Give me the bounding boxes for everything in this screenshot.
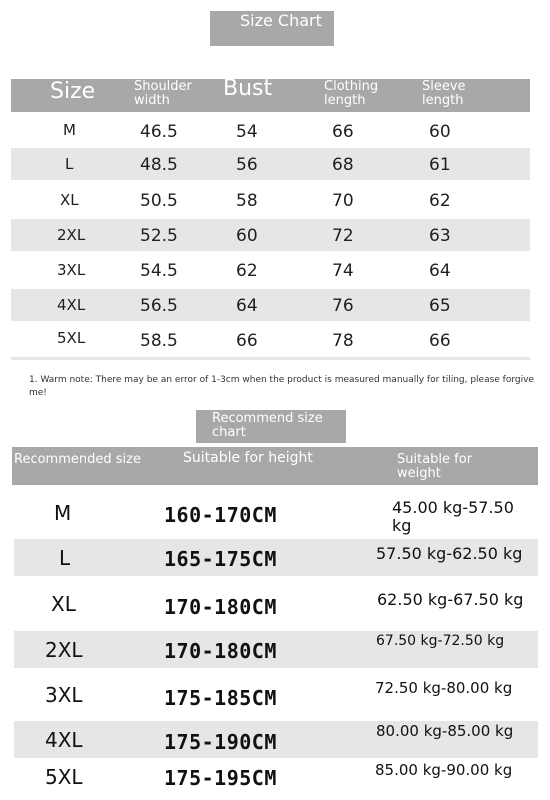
- rec-weight: 45.00 kg-57.50 kg: [392, 498, 514, 535]
- cell-sleeve: 62: [429, 191, 451, 211]
- recommend-row: [14, 721, 538, 758]
- header-shoulder-width: Shoulder width: [134, 79, 192, 108]
- cell-bust: 56: [236, 155, 258, 175]
- rec-size: 2XL: [45, 638, 83, 662]
- rec-size: L: [59, 546, 71, 570]
- cell-bust: 66: [236, 331, 258, 351]
- rec-weight: 85.00 kg-90.00 kg: [375, 761, 513, 779]
- cell-bust: 58: [236, 191, 258, 211]
- cell-bust: 54: [236, 122, 258, 142]
- header-height: Suitable for height: [183, 450, 313, 466]
- cell-length: 78: [332, 331, 354, 351]
- size-row: [11, 219, 530, 251]
- size-row: [11, 289, 530, 321]
- rec-weight: 62.50 kg-67.50 kg: [377, 590, 524, 609]
- cell-bust: 64: [236, 296, 258, 316]
- cell-sleeve: 63: [429, 226, 451, 246]
- cell-length: 70: [332, 191, 354, 211]
- header-size: Size: [50, 79, 96, 104]
- rec-size: M: [54, 501, 72, 525]
- cell-length: 72: [332, 226, 354, 246]
- rec-weight: 57.50 kg-62.50 kg: [376, 544, 523, 563]
- cell-shoulder: 56.5: [140, 296, 178, 316]
- recommend-row: [14, 676, 538, 713]
- rec-height: 160-170CM: [164, 503, 277, 527]
- cell-length: 68: [332, 155, 354, 175]
- header-weight: Suitable for weight: [397, 452, 473, 481]
- rec-height: 175-195CM: [164, 766, 277, 790]
- size-row: [11, 184, 530, 216]
- cell-shoulder: 48.5: [140, 155, 178, 175]
- rec-weight: 67.50 kg-72.50 kg: [376, 633, 505, 649]
- size-chart-title: Size Chart: [240, 11, 322, 30]
- size-row: [11, 254, 530, 286]
- rec-height: 170-180CM: [164, 595, 277, 619]
- cell-shoulder: 58.5: [140, 331, 178, 351]
- cell-sleeve: 61: [429, 155, 451, 175]
- size-chart-header: [11, 76, 530, 112]
- recommend-row: [14, 585, 538, 622]
- cell-size: 2XL: [57, 226, 86, 244]
- rec-size: 5XL: [45, 765, 83, 789]
- recommend-row: [14, 491, 538, 535]
- size-chart-title-banner: [210, 11, 334, 46]
- rec-height: 165-175CM: [164, 547, 277, 571]
- cell-sleeve: 65: [429, 296, 451, 316]
- size-row: [11, 324, 530, 356]
- cell-bust: 60: [236, 226, 258, 246]
- recommend-row: [14, 631, 538, 668]
- size-row: [11, 148, 530, 180]
- cell-shoulder: 46.5: [140, 122, 178, 142]
- cell-shoulder: 52.5: [140, 226, 178, 246]
- recommend-title-banner: [196, 410, 346, 443]
- cell-size: M: [63, 121, 76, 139]
- recommend-title: Recommend size chart: [212, 411, 323, 440]
- cell-shoulder: 54.5: [140, 261, 178, 281]
- cell-length: 76: [332, 296, 354, 316]
- cell-sleeve: 66: [429, 331, 451, 351]
- rec-weight: 80.00 kg-85.00 kg: [376, 722, 514, 740]
- recommend-row: [14, 761, 538, 798]
- rec-height: 170-180CM: [164, 639, 277, 663]
- cell-length: 74: [332, 261, 354, 281]
- cell-shoulder: 50.5: [140, 191, 178, 211]
- header-clothing-length: Clothing length: [324, 79, 379, 108]
- cell-bust: 62: [236, 261, 258, 281]
- recommend-row: [14, 539, 538, 576]
- cell-sleeve: 60: [429, 122, 451, 142]
- recommend-header: [12, 447, 538, 485]
- warm-note: 1. Warm note: There may be an error of 1-3cm when the product is measured manually for tiling, please forgive me!: [29, 375, 534, 398]
- cell-sleeve: 64: [429, 261, 451, 281]
- rec-size: 4XL: [45, 728, 83, 752]
- rec-size: 3XL: [45, 683, 83, 707]
- header-sleeve-length: Sleeve length: [422, 79, 466, 108]
- cell-size: XL: [60, 191, 79, 209]
- rec-height: 175-190CM: [164, 730, 277, 754]
- rec-size: XL: [51, 592, 76, 616]
- size-row: [11, 114, 530, 146]
- rec-height: 175-185CM: [164, 686, 277, 710]
- rec-weight: 72.50 kg-80.00 kg: [375, 679, 513, 697]
- cell-size: 3XL: [57, 261, 86, 279]
- table-bottom-divider: [11, 357, 530, 360]
- cell-size: 5XL: [57, 329, 86, 347]
- cell-size: L: [65, 155, 74, 173]
- header-bust: Bust: [223, 76, 273, 101]
- cell-length: 66: [332, 122, 354, 142]
- header-recommended-size: Recommended size: [14, 452, 141, 467]
- cell-size: 4XL: [57, 296, 86, 314]
